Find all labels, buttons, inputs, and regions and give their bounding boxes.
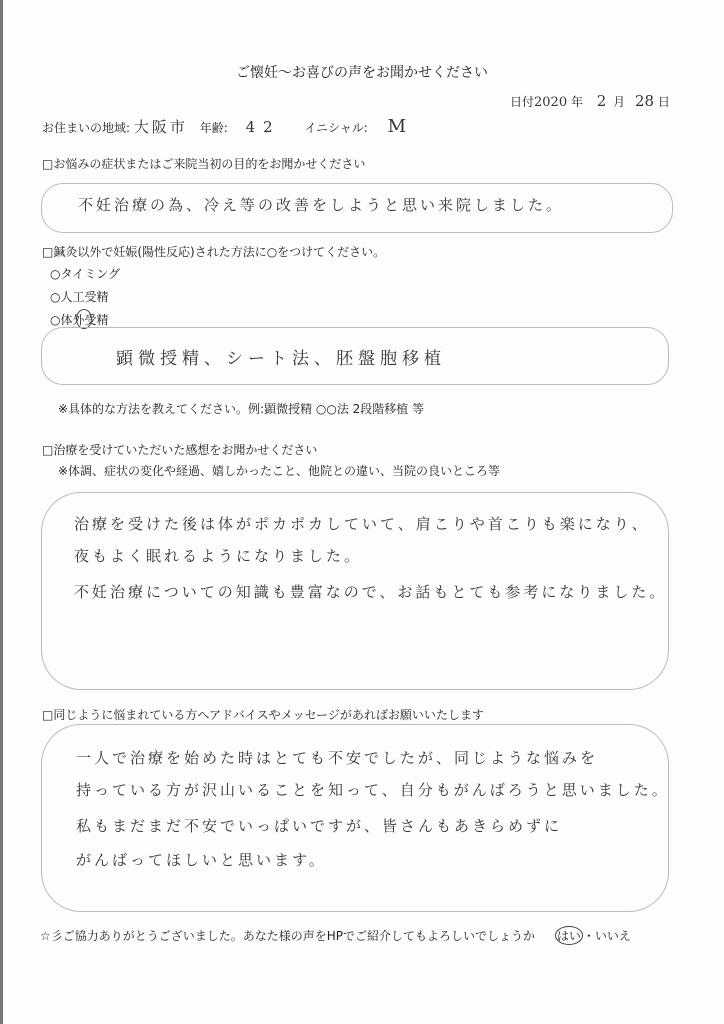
date-label: 日付 (510, 95, 535, 109)
q3-label: □治療を受けていただいた感想をお聞かせください (42, 443, 318, 457)
q2-note: ※具体的な方法を教えてください。例:顕微授精 ○○法 2段階移植 等 (58, 402, 425, 416)
date-month: 2 (596, 92, 610, 110)
date-day-unit: 日 (657, 95, 670, 109)
page-title: ご懐妊～お喜びの声をお聞かせください (236, 65, 488, 81)
date-month-unit: 月 (613, 95, 626, 109)
q4-answer-line: がんばってほしいと思います。 (76, 851, 327, 869)
footer-consent (40, 926, 631, 945)
q4-answer-line: 持っている方が沢山いることを知って、自分もがんばろうと思いました。 (76, 781, 670, 799)
selected-circle-mark (76, 309, 92, 329)
footer-text: ☆彡ご協力ありがとうございました。あなた様の声をHPでご紹介してもよろしいでしょうか (40, 929, 536, 943)
q4-label: □同じように悩まれている方へアドバイスやメッセージがあればお願いいたします (42, 708, 484, 722)
age-label: 年齢: (199, 121, 228, 135)
q3-answer-line: 夜もよく眠れるようになりました。 (74, 547, 363, 565)
q3-answer-box (41, 492, 669, 690)
q4-answer-line: 一人で治療を始めた時はとても不安でしたが、同じような悩みを (76, 749, 599, 767)
q1-answer: 不妊治療の為、冷え等の改善をしようと思い来院しました。 (78, 196, 565, 214)
q2-answer-box (41, 327, 669, 385)
q2-option-ivf: ○体外受精 (50, 311, 108, 328)
region-value: 大阪市 (133, 118, 188, 136)
scan-edge (0, 0, 3, 1024)
q2-option-iui: ○人工受精 (50, 290, 109, 304)
initial-label: イニシャル: (304, 121, 368, 135)
consent-yes: はい (555, 926, 583, 945)
q1-answer-box (41, 183, 673, 233)
region-label: お住まいの地域: (42, 121, 131, 135)
date-day: 28 (635, 92, 655, 110)
q4-answer-line: 私もまだまだ不安でいっぱいですが、皆さんもあきらめずに (76, 817, 563, 835)
q4-answer-box (41, 724, 669, 912)
q2-answer: 顕微授精、シート法、胚盤胞移植 (116, 349, 446, 369)
initial-value: M (387, 116, 410, 137)
q3-answer-line: 不妊治療についての知識も豊富なので、お話もとても参考になりました。 (74, 583, 668, 601)
age-value: 42 (245, 118, 281, 136)
q2-label: □鍼灸以外で妊娠(陽性反応)された方法に○をつけてください。 (42, 245, 386, 259)
q2-option-timing: ○タイミング (50, 267, 120, 281)
q1-label: □お悩みの症状またはご来院当初の目的をお聞かせください (42, 157, 366, 171)
date-year-unit: 年 (570, 95, 583, 109)
date-year: 2020 (534, 95, 568, 110)
q3-answer-line: 治療を受けた後は体がポカポカしていて、肩こりや首こりも楽になり、 (74, 515, 650, 533)
profile-row (42, 116, 409, 137)
consent-separator: ・ (582, 929, 595, 943)
consent-no: いいえ (594, 929, 631, 943)
date-field (510, 92, 670, 110)
q3-note: ※体調、症状の変化や経過、嬉しかったこと、他院との違い、当院の良いところ等 (58, 464, 501, 478)
